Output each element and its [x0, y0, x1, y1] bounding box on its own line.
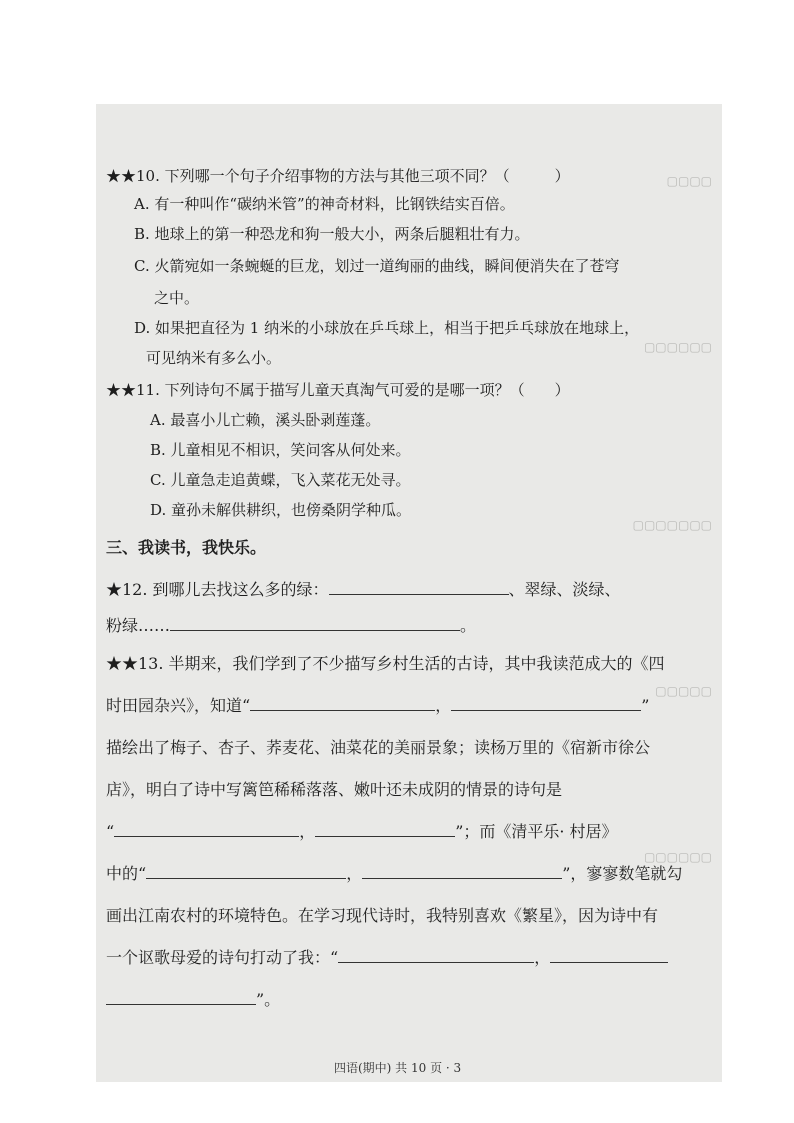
bleed-through: ▢▢▢▢▢▢▢	[632, 518, 712, 532]
answer-blank[interactable]	[329, 580, 509, 595]
q12-text: ★12. 到哪儿去找这么多的绿：	[106, 580, 329, 599]
answer-blank[interactable]	[146, 864, 346, 879]
q13-line-2	[106, 696, 649, 716]
q10-option-d: D. 如果把直径为 1 纳米的小球放在乒乓球上，相当于把乒乓球放在地球上，	[134, 319, 640, 337]
answer-blank[interactable]	[550, 948, 668, 963]
q13-line-1: ★★13. 半期来，我们学到了不少描写乡村生活的古诗，其中我读范成大的《四	[106, 654, 665, 673]
q10-stem: ★★10. 下列哪一个句子介绍事物的方法与其他三项不同？（ ）	[106, 167, 570, 185]
q10-option-a: A. 有一种叫作“碳纳米管”的神奇材料，比钢铁结实百倍。	[134, 195, 515, 213]
answer-blank[interactable]	[315, 822, 455, 837]
answer-blank[interactable]	[170, 616, 460, 631]
q12-text: 粉绿……	[106, 616, 171, 635]
q13-line-9	[106, 990, 280, 1010]
q13-line-8	[106, 948, 668, 968]
q10-option-c-cont: 之中。	[154, 289, 200, 307]
q11-option-a: A. 最喜小儿亡赖，溪头卧剥莲蓬。	[150, 411, 381, 429]
q12-line-1	[106, 580, 621, 600]
q13-text: 时田园杂兴》，知道“	[106, 696, 251, 715]
answer-blank[interactable]	[250, 696, 435, 711]
q13-text: “	[106, 822, 115, 841]
answer-blank[interactable]	[451, 696, 641, 711]
q13-text: 一个讴歌母爱的诗句打动了我：“	[106, 948, 339, 967]
q11-option-d: D. 童孙未解供耕织，也傍桑阴学种瓜。	[150, 501, 412, 519]
q13-line-6	[106, 864, 682, 884]
exam-page	[96, 104, 722, 1082]
q13-text: ，	[346, 864, 363, 883]
bleed-through: ▢▢▢▢	[666, 174, 712, 188]
bleed-through: ▢▢▢▢▢▢	[643, 340, 712, 354]
q10-option-b: B. 地球上的第一种恐龙和狗一般大小，两条后腿粗壮有力。	[134, 225, 530, 243]
q13-text: ，	[299, 822, 316, 841]
q11-stem: ★★11. 下列诗句不属于描写儿童天真淘气可爱的是哪一项？（ ）	[106, 381, 570, 399]
q11-option-b: B. 儿童相见不相识，笑问客从何处来。	[150, 441, 411, 459]
q13-line-3: 描绘出了梅子、杏子、荞麦花、油菜花的美丽景象；读杨万里的《宿新市徐公	[106, 738, 651, 757]
answer-blank[interactable]	[114, 822, 299, 837]
q13-text: ”，寥寥数笔就勾	[562, 864, 683, 883]
answer-blank[interactable]	[106, 990, 256, 1005]
section-heading: 三、我读书，我快乐。	[106, 538, 267, 557]
q13-line-7: 画出江南农村的环境特色。在学习现代诗时，我特别喜欢《繁星》，因为诗中有	[106, 906, 659, 925]
q13-text: ，	[435, 696, 452, 715]
bleed-through: ▢▢▢▢▢▢	[643, 850, 712, 864]
page-footer: 四语(期中) 共 10 页 · 3	[334, 1061, 462, 1075]
q13-line-5	[106, 822, 618, 842]
answer-blank[interactable]	[338, 948, 534, 963]
q11-option-c: C. 儿童急走追黄蝶，飞入菜花无处寻。	[150, 471, 411, 489]
q13-text: ，	[534, 948, 551, 967]
q13-text: ”。	[256, 990, 281, 1009]
answer-blank[interactable]	[362, 864, 562, 879]
q13-line-4: 店》，明白了诗中写篱笆稀稀落落、嫩叶还未成阴的情景的诗句是	[106, 780, 563, 799]
bleed-through: ▢▢▢▢▢	[655, 684, 712, 698]
q12-text: 。	[460, 616, 477, 635]
q12-line-2	[106, 616, 476, 636]
q13-text: ”	[641, 696, 650, 715]
q10-option-d-cont: 可见纳米有多么小。	[146, 349, 282, 367]
q13-text: ”；而《清平乐· 村居》	[455, 822, 618, 841]
q10-option-c: C. 火箭宛如一条蜿蜒的巨龙，划过一道绚丽的曲线，瞬间便消失在了苍穹	[134, 257, 620, 275]
q13-text: 中的“	[106, 864, 147, 883]
q12-text: 、翠绿、淡绿、	[508, 580, 621, 599]
